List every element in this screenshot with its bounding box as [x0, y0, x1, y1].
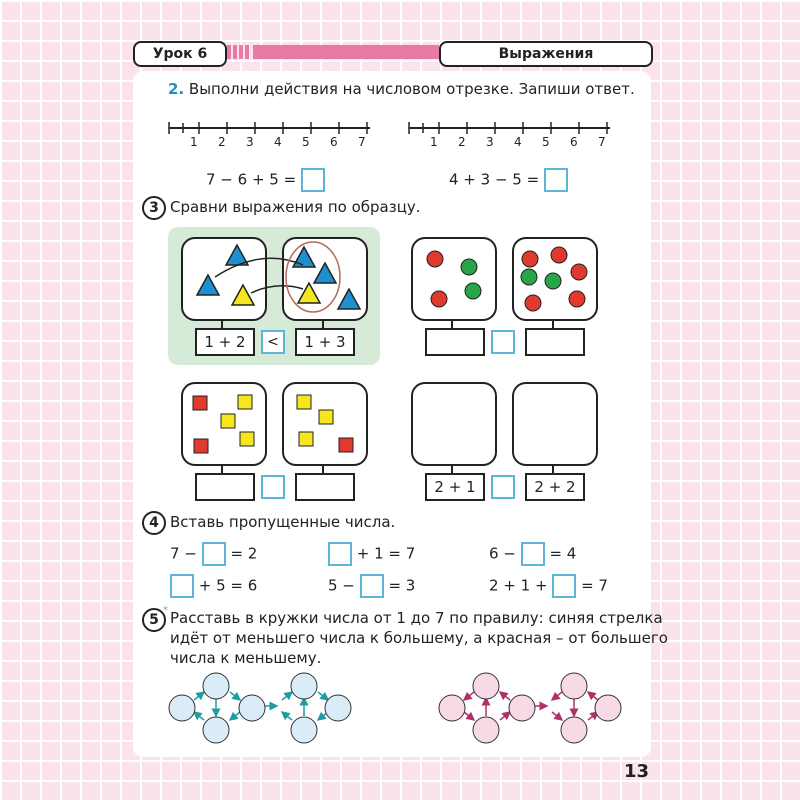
expression-box[interactable] [525, 328, 585, 356]
green-circle [545, 273, 561, 289]
number-circle [291, 673, 317, 699]
comparison-sign-box[interactable] [491, 330, 515, 354]
expression-box[interactable] [425, 328, 485, 356]
answer-box[interactable] [544, 168, 568, 192]
number-line-right-labels [430, 135, 620, 151]
equation [328, 574, 415, 598]
equation-part: 2 + 1 + [489, 576, 548, 595]
expression-box[interactable] [195, 473, 255, 501]
green-circle [461, 259, 477, 275]
red-circle [571, 264, 587, 280]
comparison-sign-box[interactable] [491, 475, 515, 499]
task3-number: 3 [142, 196, 166, 220]
lesson-label: Урок 6 [133, 41, 227, 67]
yellow-square [221, 414, 235, 428]
yellow-square [299, 432, 313, 446]
yellow-square [297, 395, 311, 409]
comparison-sign-box[interactable] [261, 475, 285, 499]
number-circle [595, 695, 621, 721]
number-line-left-labels [190, 135, 380, 151]
expression-box: 1 + 2 [195, 328, 255, 356]
red-square [339, 438, 353, 452]
empty-picture-frame[interactable] [512, 382, 598, 466]
expression-box: 2 + 2 [525, 473, 585, 501]
task4-text: Вставь пропущенные числа. [170, 513, 396, 531]
expression-box: 1 + 3 [295, 328, 355, 356]
task2-expression-right [449, 168, 568, 192]
equation-part: 6 − [489, 544, 516, 563]
number-circle [439, 695, 465, 721]
task5-line1: Расставь в кружки числа от 1 до 7 по правилу: синяя стрелка [170, 609, 663, 627]
task4-number: 4 [142, 511, 166, 535]
number-circle [239, 695, 265, 721]
number-circle [473, 717, 499, 743]
tick-label: 6 [330, 135, 338, 149]
blue-circle-graph [160, 668, 360, 750]
red-circle [525, 295, 541, 311]
expression-box: 2 + 1 [425, 473, 485, 501]
red-circle [427, 251, 443, 267]
expression-text: 4 + 3 − 5 = [449, 170, 540, 189]
equation [328, 542, 415, 566]
task2-number: 2. [168, 80, 185, 98]
task3-text: Сравни выражения по образцу. [170, 198, 421, 216]
red-circle [431, 291, 447, 307]
tick-label: 7 [358, 135, 366, 149]
equation [170, 574, 257, 598]
topic-label: Выражения [439, 41, 653, 67]
equation-part: = 7 [581, 576, 608, 595]
number-circle [561, 673, 587, 699]
equation [489, 574, 608, 598]
equation-part: + 1 = 7 [356, 544, 416, 563]
blue-triangle [314, 263, 336, 283]
tick-label: 2 [458, 135, 466, 149]
tick-label: 5 [302, 135, 310, 149]
tick-label: 4 [514, 135, 522, 149]
number-circle [203, 673, 229, 699]
equation-part: 5 − [328, 576, 355, 595]
green-circle [465, 283, 481, 299]
equation [489, 542, 576, 566]
tick-label: 4 [274, 135, 282, 149]
difficulty-star: * [163, 605, 168, 616]
page-number: 13 [624, 761, 650, 782]
header-bar [253, 45, 439, 59]
answer-box[interactable] [360, 574, 384, 598]
equation-part: 7 − [170, 544, 197, 563]
task5-line2: идёт от меньшего числа к большему, а красная – от большего [170, 629, 668, 647]
expression-box[interactable] [295, 473, 355, 501]
equation [170, 542, 257, 566]
tick-label: 2 [218, 135, 226, 149]
task2-text: Выполни действия на числовом отрезке. Запиши ответ. [188, 80, 635, 98]
square-shapes [181, 382, 381, 472]
task5-number: 5 [142, 608, 166, 632]
number-circle [509, 695, 535, 721]
number-circle [203, 717, 229, 743]
tick-label: 1 [190, 135, 198, 149]
tick-label: 7 [598, 135, 606, 149]
equation-part: = 3 [388, 576, 416, 595]
number-circle [561, 717, 587, 743]
pink-circle-graph [430, 668, 630, 750]
comparison-sign-box: < [261, 330, 285, 354]
header-stripes [227, 45, 251, 59]
answer-box[interactable] [202, 542, 226, 566]
equation-part: = 4 [549, 544, 577, 563]
red-square [193, 396, 207, 410]
tick-label: 5 [542, 135, 550, 149]
task2-heading [168, 80, 635, 98]
blue-triangle [338, 289, 360, 309]
circle-shapes [411, 237, 611, 327]
answer-box[interactable] [301, 168, 325, 192]
number-circle [169, 695, 195, 721]
yellow-square [240, 432, 254, 446]
green-circle [521, 269, 537, 285]
example-shapes [181, 237, 381, 327]
empty-picture-frame[interactable] [411, 382, 497, 466]
number-circle [473, 673, 499, 699]
answer-box[interactable] [552, 574, 576, 598]
tick-label: 1 [430, 135, 438, 149]
tick-label: 3 [246, 135, 254, 149]
expression-text: 7 − 6 + 5 = [206, 170, 297, 189]
equation-part: + 5 = 6 [198, 576, 258, 595]
task5-line3: числа к меньшему. [170, 649, 322, 667]
answer-box[interactable] [521, 542, 545, 566]
tick-label: 6 [570, 135, 578, 149]
red-square [194, 439, 208, 453]
task2-expression-left [206, 168, 325, 192]
number-circle [325, 695, 351, 721]
answer-box[interactable] [328, 542, 352, 566]
yellow-square [238, 395, 252, 409]
yellow-triangle [298, 283, 320, 303]
answer-box[interactable] [170, 574, 194, 598]
blue-triangle [197, 275, 219, 295]
equation-part: = 2 [230, 544, 258, 563]
number-circle [291, 717, 317, 743]
yellow-triangle [232, 285, 254, 305]
red-circle [569, 291, 585, 307]
yellow-square [319, 410, 333, 424]
red-circle [522, 251, 538, 267]
red-circle [551, 247, 567, 263]
tick-label: 3 [486, 135, 494, 149]
